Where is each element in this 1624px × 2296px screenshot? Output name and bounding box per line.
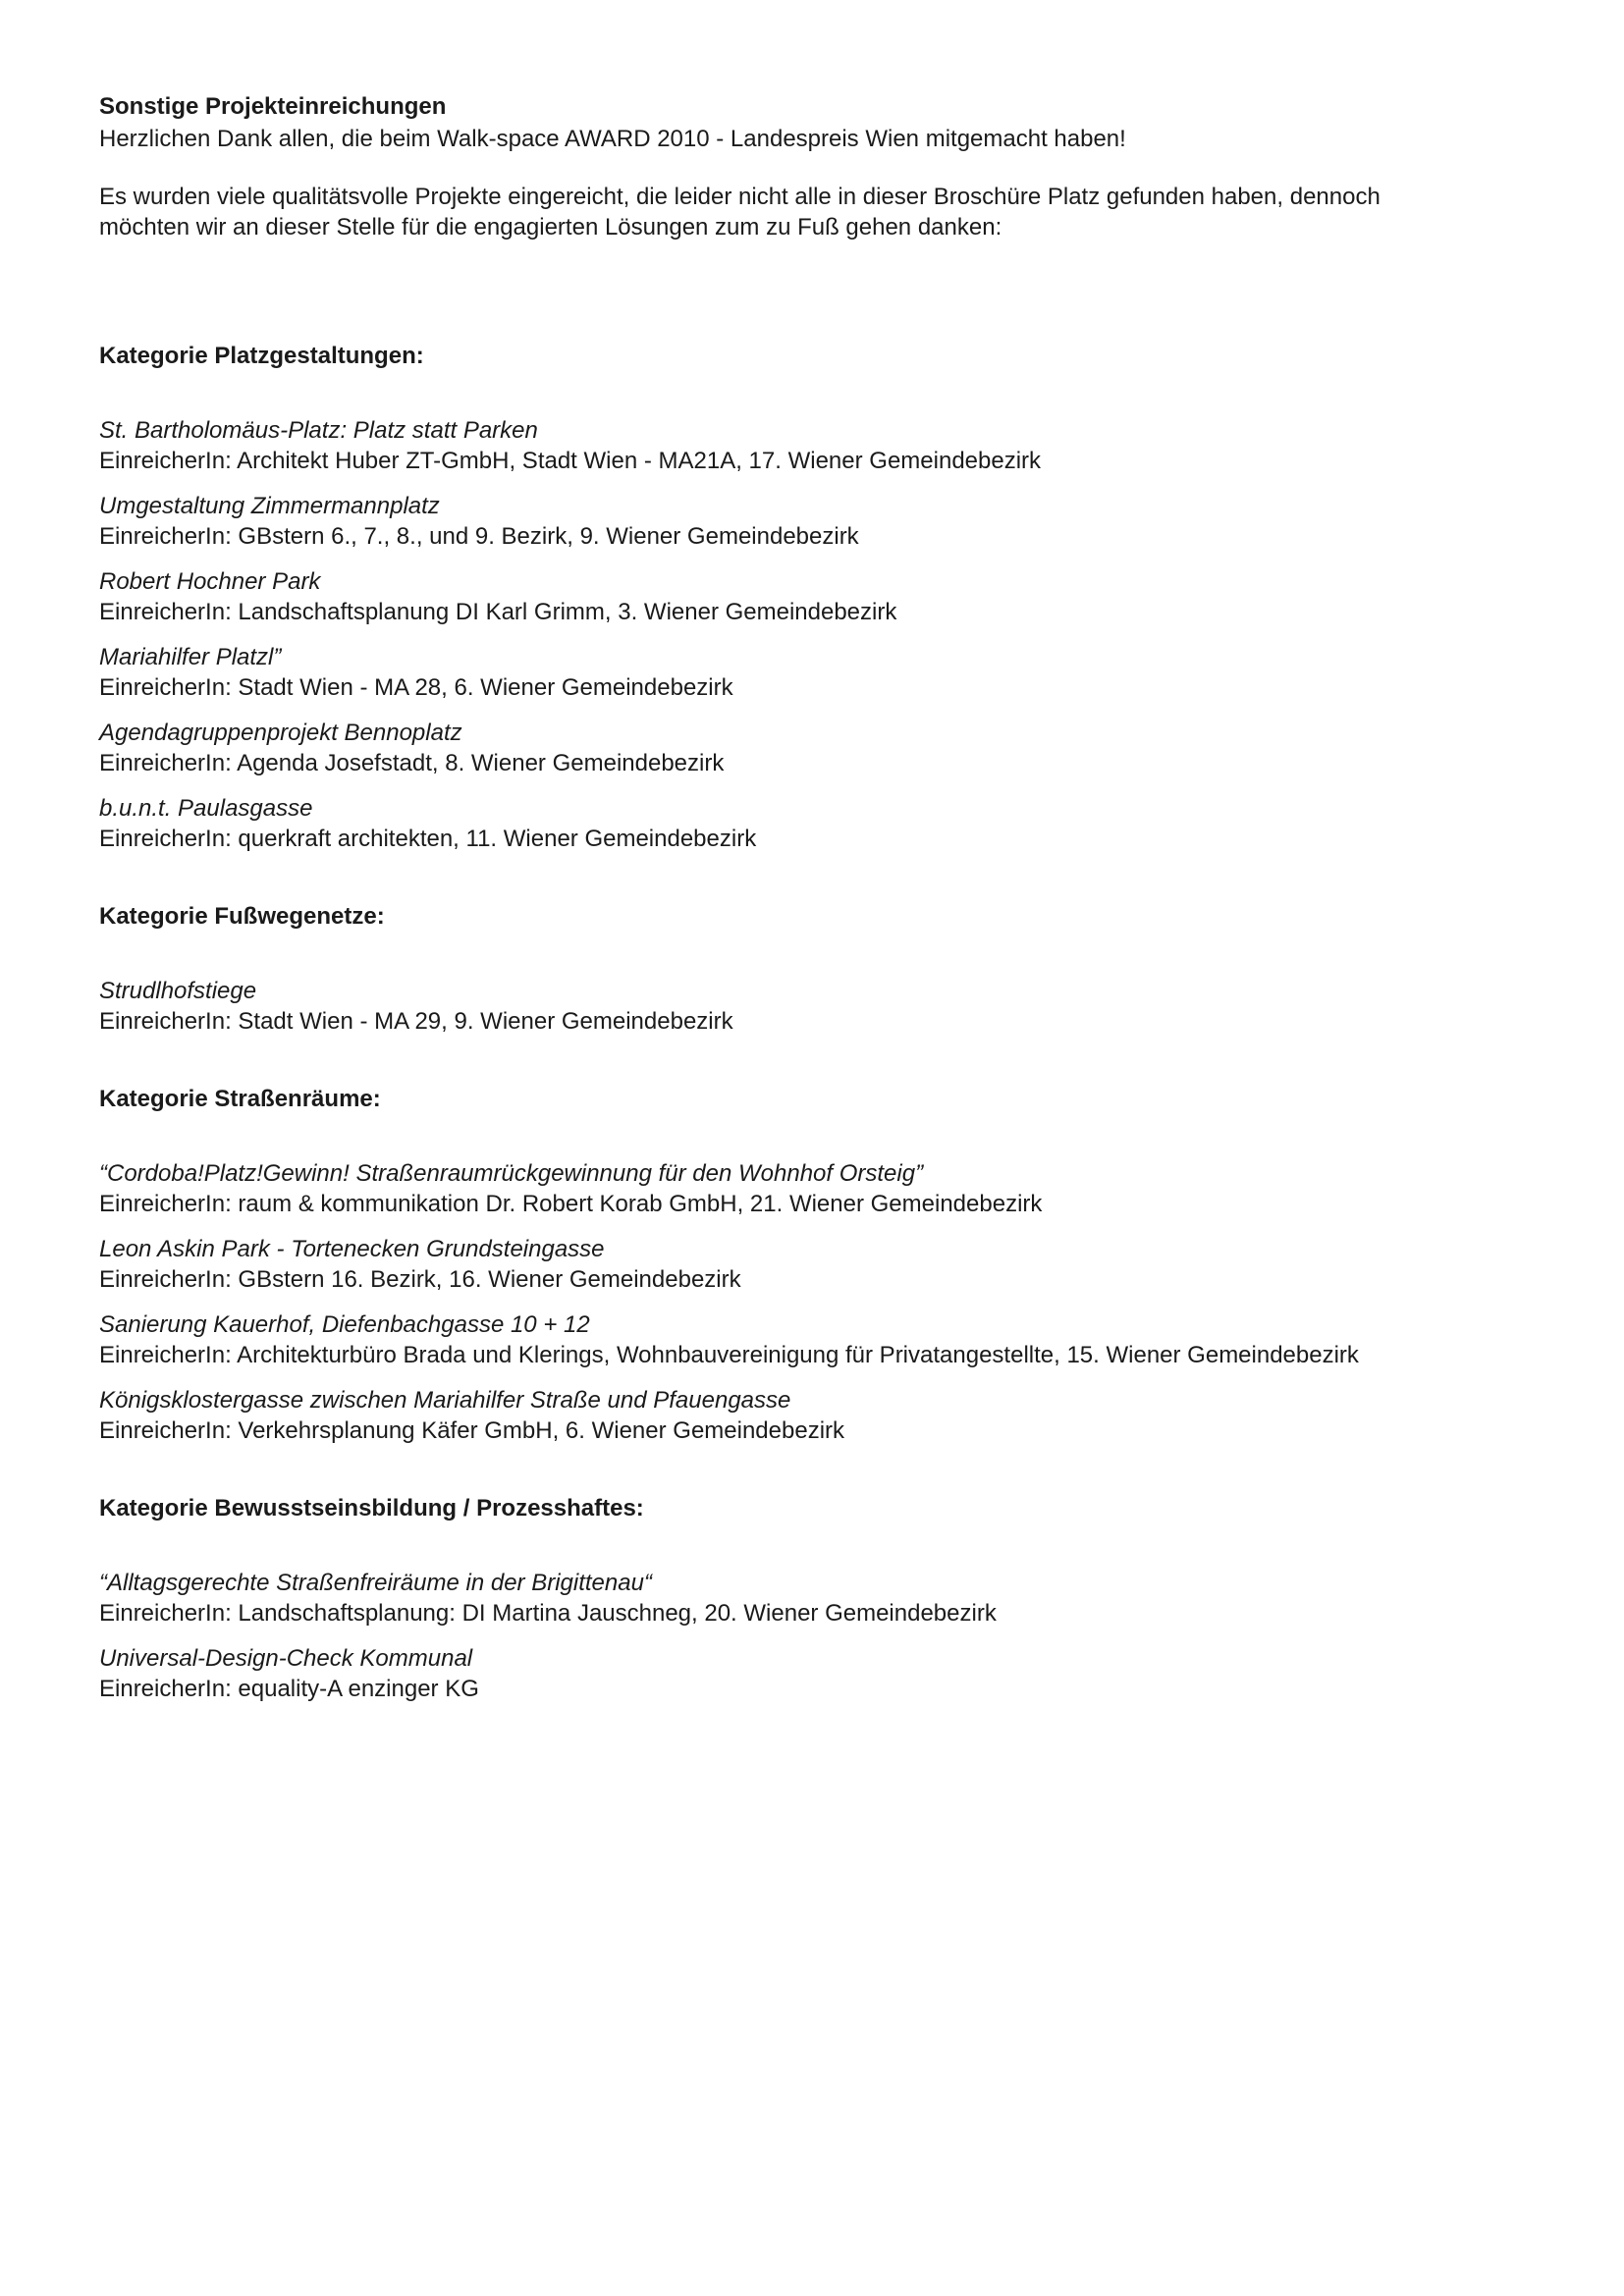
- project-submitter: EinreicherIn: Landschaftsplanung DI Karl Grimm, 3. Wiener Gemeindebezirk: [99, 599, 897, 625]
- project-title: Mariahilfer Platzl”: [99, 644, 282, 670]
- intro-line-2: möchten wir an dieser Stelle für die engagierten Lösungen zum zu Fuß gehen danken:: [99, 214, 1002, 240]
- entry-list: [99, 976, 1523, 1037]
- project-entry: [99, 718, 1523, 778]
- entry-list: [99, 1568, 1523, 1704]
- category-heading: Kategorie Fußwegenetze:: [99, 903, 385, 930]
- project-entry: [99, 415, 1523, 476]
- project-entry: [99, 1385, 1523, 1446]
- project-submitter: EinreicherIn: querkraft architekten, 11. Wiener Gemeindebezirk: [99, 826, 757, 852]
- project-title: Leon Askin Park - Tortenecken Grundsteingasse: [99, 1236, 605, 1262]
- page-title: Sonstige Projekteinreichungen: [99, 93, 447, 120]
- category-strassenraeume: [99, 1084, 1523, 1446]
- project-entry: [99, 793, 1523, 854]
- project-title: b.u.n.t. Paulasgasse: [99, 795, 313, 822]
- project-entry: [99, 566, 1523, 627]
- project-title: Königsklostergasse zwischen Mariahilfer Straße und Pfauengasse: [99, 1387, 791, 1414]
- intro-line-1: Es wurden viele qualitätsvolle Projekte eingereicht, die leider nicht alle in dieser Broschüre Platz gefunden haben, dennoch: [99, 184, 1380, 210]
- project-submitter: EinreicherIn: GBstern 16. Bezirk, 16. Wiener Gemeindebezirk: [99, 1266, 741, 1293]
- document-page: [99, 90, 1523, 1719]
- project-title: Sanierung Kauerhof, Diefenbachgasse 10 + 12: [99, 1311, 590, 1338]
- project-submitter: EinreicherIn: Stadt Wien - MA 28, 6. Wiener Gemeindebezirk: [99, 674, 733, 701]
- project-entry: [99, 1568, 1523, 1629]
- project-submitter: EinreicherIn: Stadt Wien - MA 29, 9. Wiener Gemeindebezirk: [99, 1008, 733, 1035]
- project-entry: [99, 491, 1523, 552]
- project-submitter: EinreicherIn: Verkehrsplanung Käfer GmbH, 6. Wiener Gemeindebezirk: [99, 1417, 845, 1444]
- category-fusswegenetze: [99, 901, 1523, 1037]
- project-title: Umgestaltung Zimmermannplatz: [99, 493, 440, 519]
- project-title: Agendagruppenprojekt Bennoplatz: [99, 720, 462, 746]
- category-heading: Kategorie Bewusstseinsbildung / Prozesshaftes:: [99, 1495, 644, 1522]
- intro-paragraph: [99, 182, 1523, 242]
- project-title: Universal-Design-Check Kommunal: [99, 1645, 473, 1672]
- project-title: Strudlhofstiege: [99, 978, 257, 1004]
- category-heading: Kategorie Platzgestaltungen:: [99, 343, 424, 369]
- category-heading: Kategorie Straßenräume:: [99, 1086, 381, 1112]
- project-submitter: EinreicherIn: raum & kommunikation Dr. Robert Korab GmbH, 21. Wiener Gemeindebezirk: [99, 1191, 1043, 1217]
- project-entry: [99, 1158, 1523, 1219]
- project-title: “Cordoba!Platz!Gewinn! Straßenraumrückgewinnung für den Wohnhof Orsteig”: [99, 1160, 924, 1187]
- project-entry: [99, 1234, 1523, 1295]
- project-submitter: EinreicherIn: Agenda Josefstadt, 8. Wiener Gemeindebezirk: [99, 750, 725, 776]
- project-title: Robert Hochner Park: [99, 568, 321, 595]
- project-entry: [99, 1309, 1523, 1370]
- entry-list: [99, 1158, 1523, 1446]
- project-entry: [99, 976, 1523, 1037]
- project-submitter: EinreicherIn: Architekturbüro Brada und Klerings, Wohnbauvereinigung für Privatangestellte, 15. Wiener Gemeindebezirk: [99, 1342, 1359, 1368]
- project-submitter: EinreicherIn: GBstern 6., 7., 8., und 9. Bezirk, 9. Wiener Gemeindebezirk: [99, 523, 859, 550]
- category-platzgestaltungen: [99, 341, 1523, 854]
- project-entry: [99, 1643, 1523, 1704]
- project-title: St. Bartholomäus-Platz: Platz statt Parken: [99, 417, 538, 444]
- category-bewusstseinsbildung: [99, 1493, 1523, 1704]
- project-submitter: EinreicherIn: equality-A enzinger KG: [99, 1676, 479, 1702]
- project-submitter: EinreicherIn: Landschaftsplanung: DI Martina Jauschneg, 20. Wiener Gemeindebezirk: [99, 1600, 997, 1627]
- thanks-paragraph: Herzlichen Dank allen, die beim Walk-space AWARD 2010 - Landespreis Wien mitgemacht haben!: [99, 126, 1126, 152]
- project-submitter: EinreicherIn: Architekt Huber ZT-GmbH, Stadt Wien - MA21A, 17. Wiener Gemeindebezirk: [99, 448, 1042, 474]
- project-title: “Alltagsgerechte Straßenfreiräume in der Brigittenau“: [99, 1570, 652, 1596]
- entry-list: [99, 415, 1523, 854]
- project-entry: [99, 642, 1523, 703]
